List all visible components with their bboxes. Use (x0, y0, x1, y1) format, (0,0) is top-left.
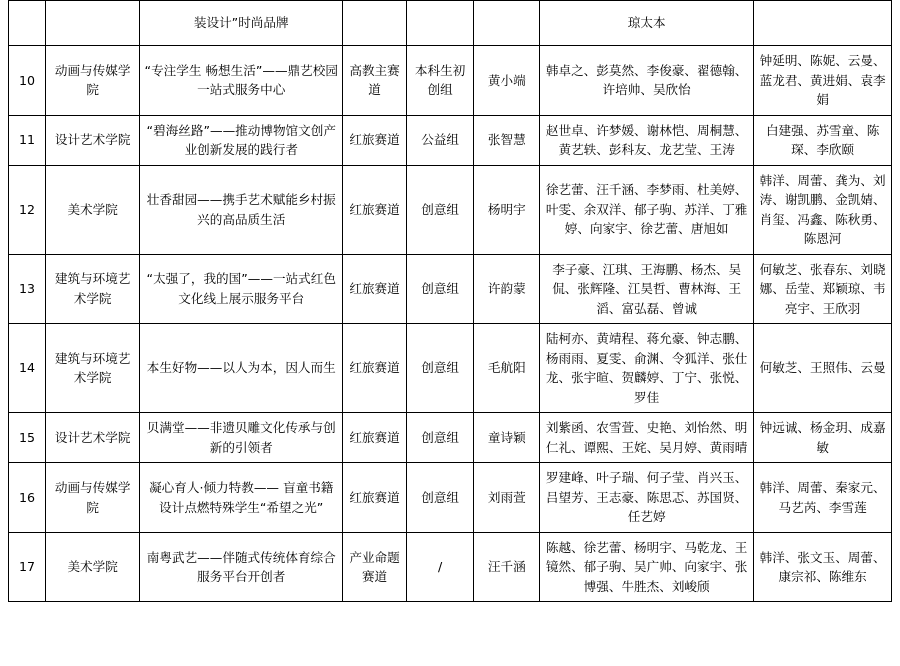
cell-group: 创意组 (406, 165, 474, 254)
cell-leader: 童诗颖 (474, 413, 540, 463)
cell-leader: 刘雨萱 (474, 463, 540, 533)
cell-track: 红旅赛道 (343, 463, 406, 533)
table-row (9, 254, 892, 324)
cell-teachers: 韩洋、周蕾、秦家元、马艺芮、李雪莲 (754, 463, 892, 533)
cell-college: 美术学院 (46, 532, 140, 602)
cell-title: “太强了，我的国”——一站式红色文化线上展示服务平台 (140, 254, 343, 324)
cell-track: 红旅赛道 (343, 165, 406, 254)
table-row (9, 324, 892, 413)
cell-members: 韩卓之、彭莫然、李俊豪、翟德翰、许培帅、吴欣怡 (540, 46, 754, 116)
cell-teachers: 钟远诚、杨金玥、成嘉敏 (754, 413, 892, 463)
cell-title: “专注学生 畅想生活”——鼎艺校园一站式服务中心 (140, 46, 343, 116)
cell-no: 11 (9, 115, 46, 165)
cell-group: 创意组 (406, 413, 474, 463)
table-row (9, 115, 892, 165)
cell-track: 产业命题赛道 (343, 532, 406, 602)
cell-college: 设计艺术学院 (46, 115, 140, 165)
cell-group: 创意组 (406, 324, 474, 413)
cell-track (343, 1, 406, 46)
cell-no: 10 (9, 46, 46, 116)
cell-teachers: 钟延明、陈妮、云曼、蓝龙君、黄进娟、袁李娟 (754, 46, 892, 116)
cell-leader: 杨明宇 (474, 165, 540, 254)
cell-members: 赵世卓、许梦媛、谢林恺、周桐慧、黄艺轶、彭科友、龙艺莹、王涛 (540, 115, 754, 165)
table-body (9, 1, 892, 602)
cell-title: 壮香甜园——携手艺术赋能乡村振兴的高品质生活 (140, 165, 343, 254)
table-row-partial (9, 1, 892, 46)
cell-no (9, 1, 46, 46)
cell-group (406, 1, 474, 46)
cell-group: 创意组 (406, 463, 474, 533)
cell-leader: 张智慧 (474, 115, 540, 165)
cell-members: 徐艺蕾、汪千涵、李梦雨、杜美婷、叶雯、余双洋、郁子驹、苏洋、丁雅婷、向家宇、徐艺蕾、唐旭如 (540, 165, 754, 254)
cell-teachers: 白建强、苏雪童、陈琛、李欣颐 (754, 115, 892, 165)
cell-members: 罗建峰、叶子瑞、何子莹、肖兴玉、吕望芳、王志豪、陈思忑、苏国贤、任艺婷 (540, 463, 754, 533)
cell-group: 公益组 (406, 115, 474, 165)
cell-no: 14 (9, 324, 46, 413)
cell-members: 陆柯亦、黄靖程、蒋允豪、钟志鹏、杨雨雨、夏雯、俞渊、令狐洋、张仕龙、张宇暄、贺麟婷、丁宁、张悦、罗佳 (540, 324, 754, 413)
cell-no: 15 (9, 413, 46, 463)
cell-college: 建筑与环境艺术学院 (46, 324, 140, 413)
cell-members: 琼太本 (540, 1, 754, 46)
cell-teachers (754, 1, 892, 46)
cell-group: / (406, 532, 474, 602)
cell-members: 刘紫函、农雪萱、史艳、刘怡然、明仁礼、谭熙、王姹、吴月婷、黄雨晴 (540, 413, 754, 463)
cell-leader: 许韵蒙 (474, 254, 540, 324)
cell-track: 红旅赛道 (343, 254, 406, 324)
cell-no: 13 (9, 254, 46, 324)
cell-title: 本生好物——以人为本，因人而生 (140, 324, 343, 413)
cell-teachers: 何敏芝、张春东、刘晓娜、岳莹、郑颖琼、韦亮宇、王欣羽 (754, 254, 892, 324)
cell-track: 红旅赛道 (343, 115, 406, 165)
cell-track: 高教主赛道 (343, 46, 406, 116)
cell-leader: 汪千涵 (474, 532, 540, 602)
cell-college (46, 1, 140, 46)
cell-group: 创意组 (406, 254, 474, 324)
cell-members: 陈越、徐艺蕾、杨明宇、马乾龙、王镜然、郁子驹、吴广帅、向家宇、张博强、牛胜杰、刘峻颀 (540, 532, 754, 602)
cell-title: 凝心育人·倾力特教—— 盲童书籍设计点燃特殊学生“希望之光” (140, 463, 343, 533)
cell-teachers: 何敏芝、王照伟、云曼 (754, 324, 892, 413)
cell-leader: 黄小端 (474, 46, 540, 116)
table-row (9, 165, 892, 254)
cell-title: 装设计”时尚品牌 (140, 1, 343, 46)
cell-leader: 毛航阳 (474, 324, 540, 413)
cell-members: 李子豪、江琪、王海鹏、杨杰、吴侃、张辉隆、江昊哲、曹林海、王滔、富弘磊、曾诚 (540, 254, 754, 324)
cell-group: 本科生初创组 (406, 46, 474, 116)
table-row (9, 413, 892, 463)
cell-college: 美术学院 (46, 165, 140, 254)
cell-teachers: 韩洋、张文玉、周蕾、康宗祁、陈维东 (754, 532, 892, 602)
cell-track: 红旅赛道 (343, 413, 406, 463)
table-row (9, 463, 892, 533)
project-list-table (8, 0, 892, 602)
cell-track: 红旅赛道 (343, 324, 406, 413)
cell-college: 建筑与环境艺术学院 (46, 254, 140, 324)
table-row (9, 532, 892, 602)
table-row (9, 46, 892, 116)
cell-no: 16 (9, 463, 46, 533)
cell-title: 贝满堂——非遗贝雕文化传承与创新的引领者 (140, 413, 343, 463)
cell-title: “碧海丝路”——推动博物馆文创产业创新发展的践行者 (140, 115, 343, 165)
cell-college: 设计艺术学院 (46, 413, 140, 463)
cell-college: 动画与传媒学院 (46, 46, 140, 116)
cell-leader (474, 1, 540, 46)
cell-no: 12 (9, 165, 46, 254)
cell-teachers: 韩洋、周蕾、龚为、刘涛、谢凯鹏、金凯婧、肖玺、冯鑫、陈秋勇、陈恩河 (754, 165, 892, 254)
cell-title: 南粤武艺——伴随式传统体育综合服务平台开创者 (140, 532, 343, 602)
cell-no: 17 (9, 532, 46, 602)
cell-college: 动画与传媒学院 (46, 463, 140, 533)
